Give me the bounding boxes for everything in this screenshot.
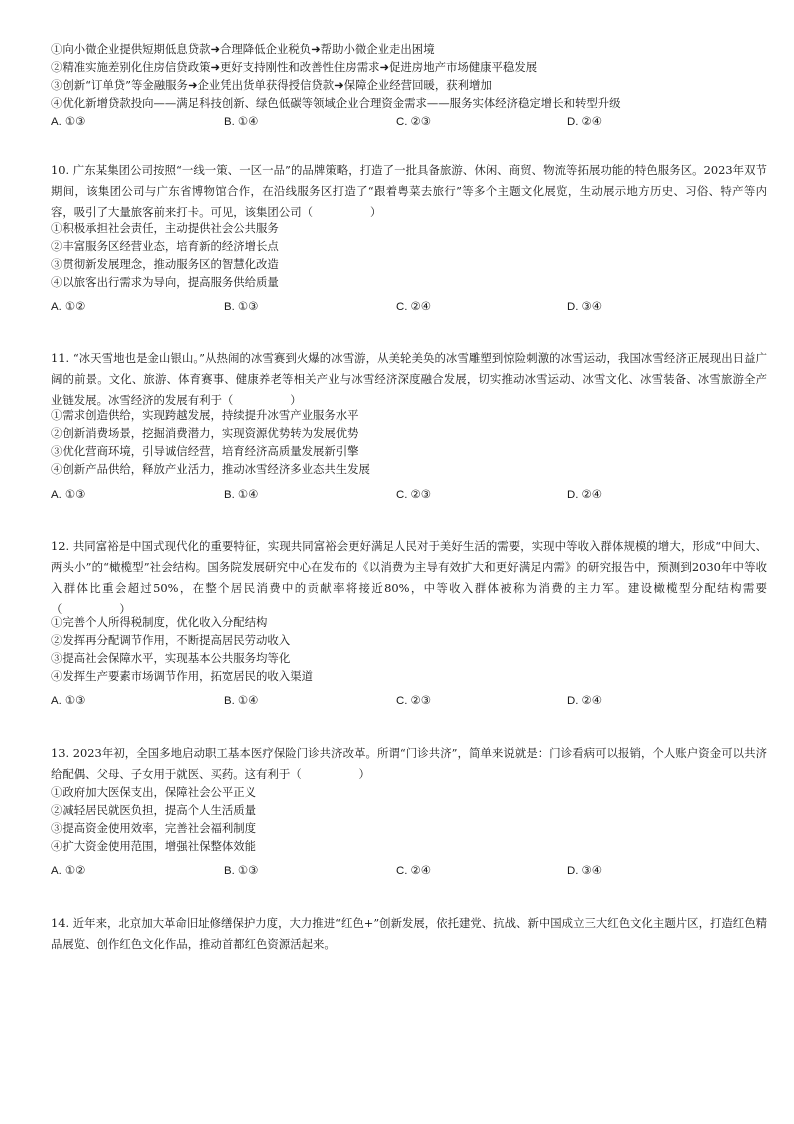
q9-item-1: ①向小微企业提供短期低息贷款➜合理降低企业税负➜帮助小微企业走出困境: [51, 42, 435, 56]
q11-item-2: ②创新消费场景，挖掘消费潜力，实现资源优势转为发展优势: [51, 426, 359, 440]
q10-item-1: ①积极承担社会责任，主动提供社会公共服务: [51, 221, 279, 235]
q13-stem: 13. 2023年初，全国多地启动职工基本医疗保险门诊共济改革。所谓“门诊共济”，简单来说就是：门诊看病可以报销，个人账户资金可以共济给配偶、父母、子女用于就医、买药。这有利于（ ）: [51, 746, 767, 781]
q12-item-3: ③提高社会保障水平，实现基本公共服务均等化: [51, 651, 291, 665]
q13-option-a[interactable]: A. ①②: [51, 865, 86, 877]
q12-item-1: ①完善个人所得税制度，优化收入分配结构: [51, 615, 268, 629]
q11-option-c[interactable]: C. ②③: [396, 489, 431, 501]
q10-option-d[interactable]: D. ③④: [567, 301, 602, 313]
q9-item-4: ④优化新增贷款投向——满足科技创新、绿色低碳等领域企业合理资金需求——服务实体经济稳定增长和转型升级: [51, 96, 621, 110]
q11-item-3: ③优化营商环境，引导诚信经营，培育经济高质量发展新引擎: [51, 444, 359, 458]
q11-option-a[interactable]: A. ①③: [51, 489, 86, 501]
q12-stem: 12. 共同富裕是中国式现代化的重要特征，实现共同富裕会更好满足人民对于美好生活的需要，实现中等收入群体规模的增大，形成“中间大、两头小”的“橄榄型”社会结构。国务院发展研究中心在发布的《以消费为主导有效扩大和更好满足内需》的研究报告中，预测到2030年中等收入群体比重会超过50%，在整个居民消费中的贡献率将接近80%，中等收入群体被称为消费的主力军。建设橄榄型分配结构需要（ ）: [51, 539, 767, 616]
q12-option-d[interactable]: D. ②④: [567, 695, 602, 707]
q11-option-b[interactable]: B. ①④: [224, 489, 259, 501]
q12-item-4: ④发挥生产要素市场调节作用，拓宽居民的收入渠道: [51, 669, 313, 683]
q9-option-c[interactable]: C. ②③: [396, 116, 431, 128]
q9-option-d[interactable]: D. ②④: [567, 116, 602, 128]
q12-option-a[interactable]: A. ①③: [51, 695, 86, 707]
q13-option-d[interactable]: D. ③④: [567, 865, 602, 877]
q10-option-c[interactable]: C. ②④: [396, 301, 431, 313]
q10-item-3: ③贯彻新发展理念，推动服务区的智慧化改造: [51, 257, 279, 271]
q13-item-2: ②减轻居民就医负担，提高个人生活质量: [51, 803, 257, 817]
q11-stem: 11. “冰天雪地也是金山银山。”从热闹的冰雪赛到火爆的冰雪游，从美轮美奂的冰雪雕塑到惊险刺激的冰雪运动，我国冰雪经济正展现出日益广阔的前景。文化、旅游、体育赛事、健康养老等相关产业与冰雪经济深度融合发展，切实推动冰雪运动、冰雪文化、冰雪装备、冰雪旅游全产业链发展。冰雪经济的发展有利于（ ）: [51, 351, 767, 407]
q12-option-c[interactable]: C. ②③: [396, 695, 431, 707]
q9-item-2: ②精准实施差别化住房信贷政策➜更好支持刚性和改善性住房需求➜促进房地产市场健康平稳发展: [51, 60, 538, 74]
q13-item-4: ④扩大资金使用范围，增强社保整体效能: [51, 839, 257, 853]
q11-item-1: ①需求创造供给，实现跨越发展，持续提升冰雪产业服务水平: [51, 408, 359, 422]
q13-item-1: ①政府加大医保支出，保障社会公平正义: [51, 785, 257, 799]
q13-option-b[interactable]: B. ①③: [224, 865, 259, 877]
q9-option-a[interactable]: A. ①③: [51, 116, 86, 128]
q11-option-d[interactable]: D. ②④: [567, 489, 602, 501]
q14-stem: 14. 近年来，北京加大革命旧址修缮保护力度，大力推进“红色+”创新发展，依托建党、抗战、新中国成立三大红色文化主题片区，打造红色精品展览、创作红色文化作品，推动首都红色资源活起来。: [51, 916, 767, 951]
q10-item-2: ②丰富服务区经营业态，培育新的经济增长点: [51, 239, 279, 253]
q10-option-b[interactable]: B. ①③: [224, 301, 259, 313]
q12-item-2: ②发挥再分配调节作用，不断提高居民劳动收入: [51, 633, 291, 647]
q10-stem: 10. 广东某集团公司按照“一线一策、一区一品”的品牌策略，打造了一批具备旅游、休闲、商贸、物流等拓展功能的特色服务区。2023年双节期间，该集团公司与广东省博物馆合作，在沿线服务区打造了“跟着粤菜去旅行”等多个主题文化展览，生动展示地方历史、习俗、特产等内容，吸引了大量旅客前来打卡。可见，该集团公司（ ）: [51, 163, 767, 219]
q13-option-c[interactable]: C. ②④: [396, 865, 431, 877]
q10-option-a[interactable]: A. ①②: [51, 301, 86, 313]
q9-item-3: ③创新“订单贷”等金融服务➜企业凭出货单获得授信贷款➜保障企业经营回暖，获利增加: [51, 78, 492, 92]
q11-item-4: ④创新产品供给，释放产业活力，推动冰雪经济多业态共生发展: [51, 462, 370, 476]
q10-item-4: ④以旅客出行需求为导向，提高服务供给质量: [51, 275, 279, 289]
q12-option-b[interactable]: B. ①④: [224, 695, 259, 707]
q9-option-b[interactable]: B. ①④: [224, 116, 259, 128]
q13-item-3: ③提高资金使用效率，完善社会福利制度: [51, 821, 257, 835]
